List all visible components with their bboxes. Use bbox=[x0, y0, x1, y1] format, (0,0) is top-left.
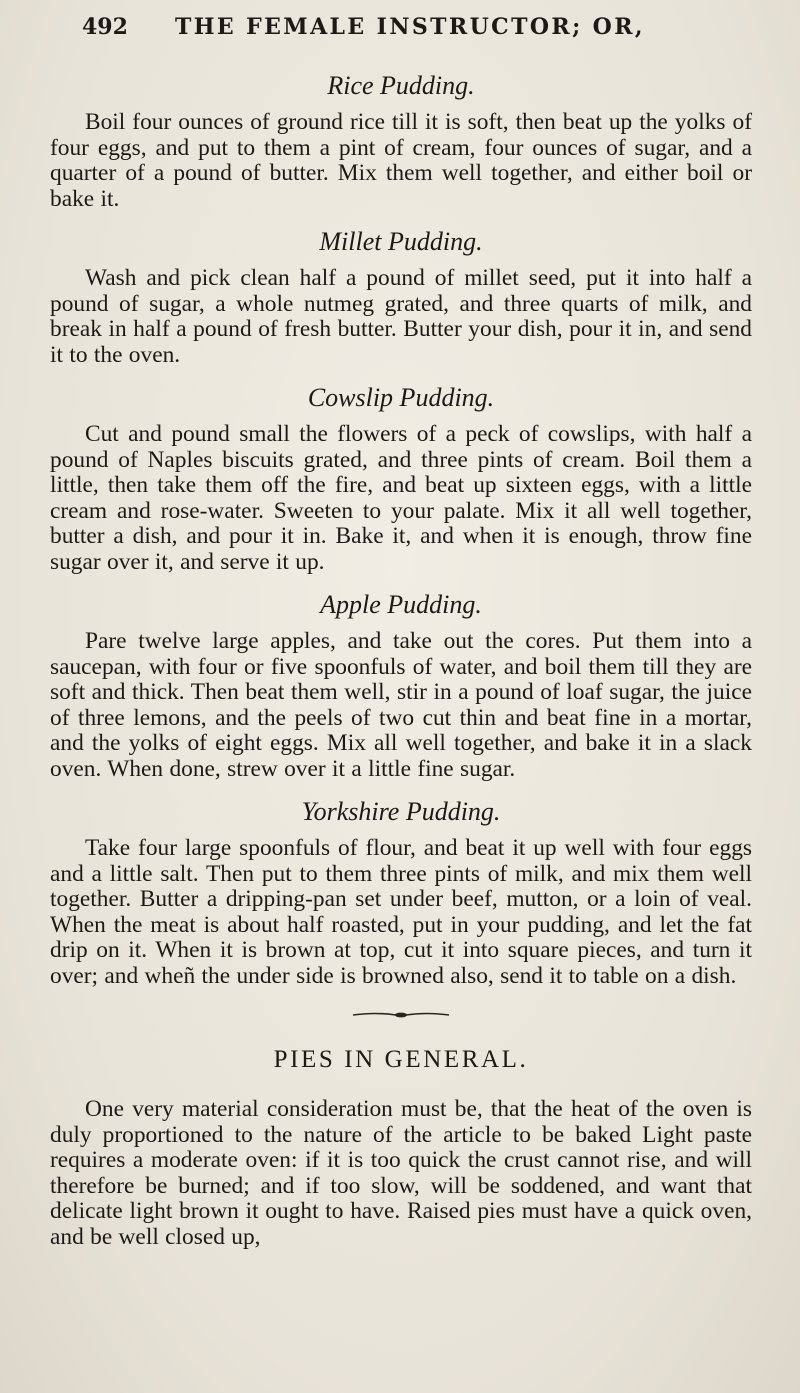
recipe-cowslip-pudding bbox=[50, 382, 752, 575]
recipe-millet-pudding bbox=[50, 226, 752, 368]
recipe-body: Cut and pound small the flowers of a peck of cowslips, with half a pound of Naples biscuits grated, and three pints of cream. Boil them a little, then take them off the fire, and beat up sixteen eggs, with a little cream and rose-water. Sweeten to your palate. Mix it all well together, butter a dish, and pour it in. Bake it, and when it is enough, throw fine sugar over it, and serve it up. bbox=[50, 421, 752, 575]
running-head bbox=[82, 14, 722, 48]
page-content bbox=[50, 70, 752, 1264]
recipe-title: Millet Pudding. bbox=[319, 227, 483, 256]
recipe-yorkshire-pudding bbox=[50, 796, 752, 989]
recipe-body: Pare twelve large apples, and take out the cores. Put them into a saucepan, with four or five spoonfuls of water, and boil them till they are soft and thick. Then beat them well, stir in a pound of loaf sugar, the juice of three lemons, and the peels of two cut thin and beat fine in a mortar, and the yolks of eight eggs. Mix all well together, and bake it in a slack oven. When done, strew over it a little fine sugar. bbox=[50, 628, 752, 782]
section-heading: PIES IN GENERAL. bbox=[273, 1046, 529, 1073]
recipe-title: Apple Pudding. bbox=[320, 590, 482, 619]
recipe-title: Rice Pudding. bbox=[327, 71, 475, 100]
recipe-title: Yorkshire Pudding. bbox=[301, 797, 501, 826]
recipe-body: Take four large spoonfuls of flour, and beat it up well with four eggs and a little salt. Then put to them three pints of milk, and mix them well together. Butter a dripping-pan set under beef, mutton, or a loin of veal. When the meat is about half roasted, put in your pudding, and let the fat drip on it. When it is brown at top, cut it into square pieces, and turn it over; and wheñ the under side is browned also, send it to table on a dish. bbox=[50, 835, 752, 989]
recipe-body: Boil four ounces of ground rice till it is soft, then beat up the yolks of four eggs, and put to them a pint of cream, four ounces of sugar, and a quarter of a pound of butter. Mix them well together, and either boil or bake it. bbox=[50, 109, 752, 212]
recipe-body: Wash and pick clean half a pound of millet seed, put it into half a pound of sugar, a whole nutmeg grated, and three quarts of milk, and break in half a pound of fresh butter. Butter your dish, pour it in, and send it to the oven. bbox=[50, 265, 752, 368]
ornamental-divider bbox=[351, 1011, 451, 1019]
running-title: THE FEMALE INSTRUCTOR; OR, bbox=[174, 14, 645, 40]
section-body: One very material consideration must be, that the heat of the oven is duly proportioned to the nature of the article to be baked Light paste requires a moderate oven: if it is too quick the crust cannot rise, and will therefore be burned; and if too slow, will be soddened, and want that delicate light brown it ought to have. Raised pies must have a quick oven, and be well closed up, bbox=[50, 1096, 752, 1250]
recipe-title: Cowslip Pudding. bbox=[307, 383, 495, 412]
recipe-rice-pudding bbox=[50, 70, 752, 212]
recipe-apple-pudding bbox=[50, 589, 752, 782]
page-number: 492 bbox=[82, 14, 128, 40]
